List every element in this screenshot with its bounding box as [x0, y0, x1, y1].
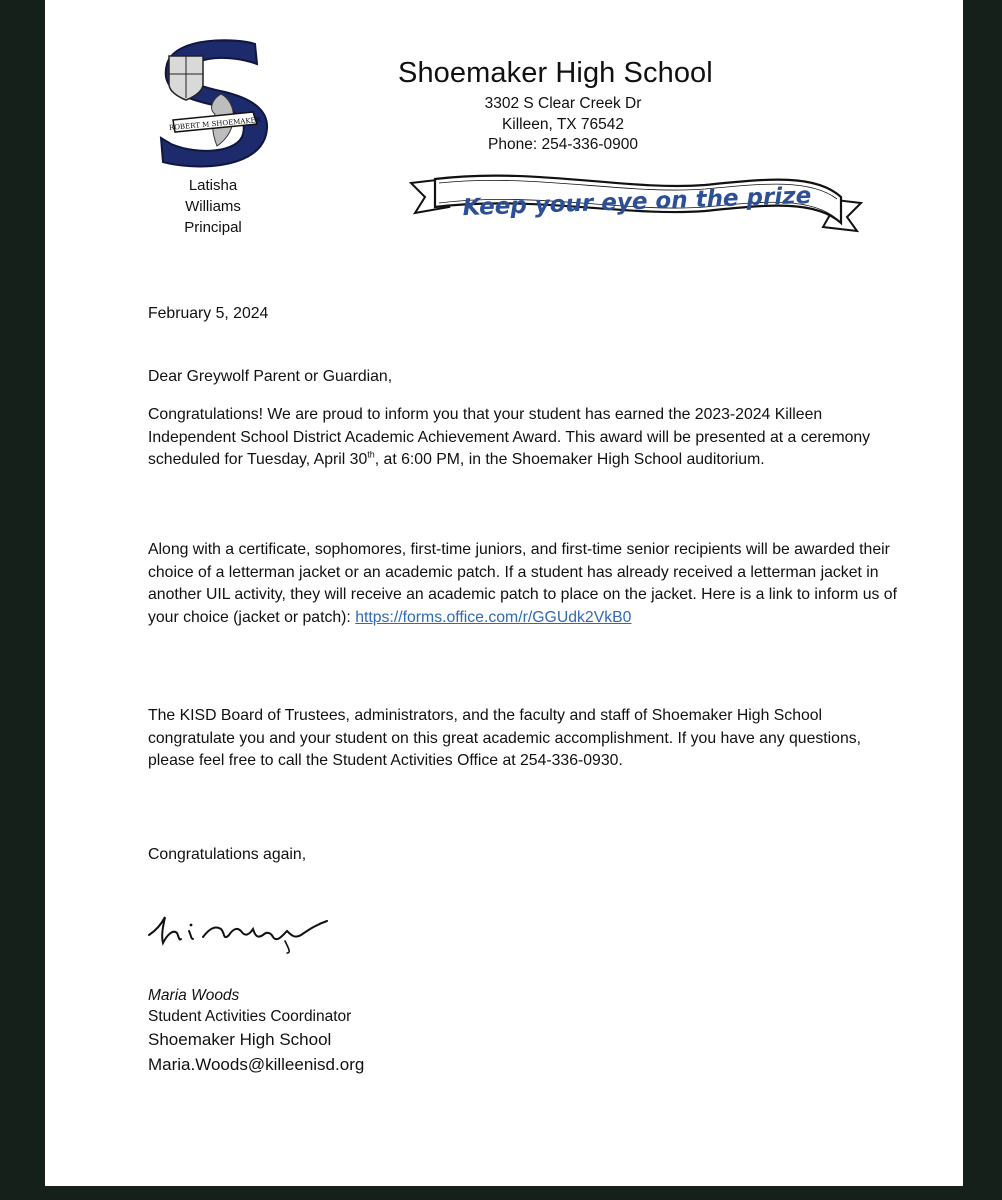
paragraph-jacket [148, 539, 908, 629]
paragraph-award [148, 404, 908, 472]
signer-name: Maria Woods [148, 987, 240, 1004]
logo-banner-text: ROBERT M SHOEMAKER [168, 115, 262, 133]
school-phone: Phone: 254-336-0900 [488, 136, 638, 153]
signer-title: Student Activities Coordinator [148, 1008, 352, 1025]
motto-banner [405, 165, 867, 247]
paragraph-congratulate: The KISD Board of Trustees, administrators, and the faculty and staff of Shoemaker High School congratulate you and your student on this great academic accomplishment. If you have any questions, please feel free to call the Student Activities Office at 254-336-0930. [148, 707, 862, 770]
school-logo [153, 38, 271, 168]
principal-last-name: Williams [185, 198, 241, 215]
closing: Congratulations again, [148, 846, 307, 863]
letter-page [45, 0, 963, 1186]
principal-title: Principal [184, 219, 242, 236]
motto-text: Keep your eye on the prize [462, 182, 812, 222]
principal-block [153, 175, 273, 238]
signer-email[interactable]: Maria.Woods@killeenisd.org [148, 1055, 365, 1074]
ordinal-superscript: th [367, 449, 375, 460]
principal-first-name: Latisha [188, 177, 238, 194]
signer-school: Shoemaker High School [148, 1030, 332, 1049]
handwritten-signature [145, 905, 340, 955]
paragraph-award-text-b: , at 6:00 PM, in the Shoemaker High School auditorium. [374, 451, 765, 469]
school-address [463, 94, 663, 156]
signature-block [148, 985, 364, 1077]
address-line2: Killeen, TX 76542 [501, 115, 625, 133]
paragraph-jacket-text: Along with a certificate, sophomores, first-time juniors, and first-time senior recipients will be awarded their choice of a letterman jacket or an academic patch. If a student has already received a letterman jacket in another UIL activity, they will receive an academic patch to place on the jacket. Here is a link to inform us of your choice (jacket or patch): [148, 541, 897, 626]
school-name: Shoemaker High School [398, 57, 713, 89]
paragraph-award-text-a: Congratulations! We are proud to inform you that your student has earned the 2023-2024 Killeen Independent School District Academic Achievement Award. This award will be presented at a ceremony scheduled for Tuesday, April 30 [148, 406, 871, 469]
address-line1: 3302 S Clear Creek Dr [484, 95, 642, 112]
salutation: Dear Greywolf Parent or Guardian, [148, 368, 393, 385]
choice-form-link[interactable]: https://forms.office.com/r/GGUdk2VkB0 [355, 608, 632, 626]
letter-date: February 5, 2024 [148, 305, 269, 322]
